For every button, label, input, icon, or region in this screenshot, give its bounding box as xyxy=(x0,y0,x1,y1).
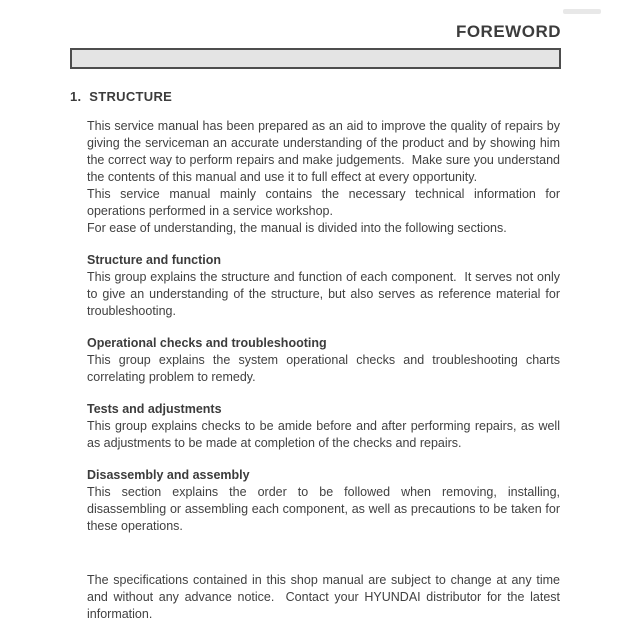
subsection-heading: Disassembly and assembly xyxy=(87,468,250,482)
intro-paragraphs xyxy=(87,118,560,237)
subsection-body: This group explains the system operational checks and troubleshooting charts correlating problem to remedy. xyxy=(87,353,560,384)
subsection-body: This section explains the order to be followed when removing, installing, disassembling or assembling each component, as well as precautions to be taken for these operations. xyxy=(87,485,560,533)
page-header xyxy=(70,0,561,69)
intro-paragraph: This service manual mainly contains the necessary technical information for operations performed in a service workshop. xyxy=(87,187,560,218)
page-content xyxy=(70,89,560,623)
closing-paragraph: The specifications contained in this shop manual are subject to change at any time and without any advance notice. Contact your HYUNDAI distributor for the latest information. xyxy=(87,573,560,621)
scan-artifact xyxy=(563,9,601,14)
subsection-disassembly-and-assembly xyxy=(87,467,560,535)
subsection-body: This group explains checks to be amide before and after performing repairs, as well as adjustments to be made at completion of the checks and repairs. xyxy=(87,419,560,450)
intro-paragraph: For ease of understanding, the manual is divided into the following sections. xyxy=(87,221,507,235)
subsection-tests-and-adjustments xyxy=(87,401,560,452)
subsection-heading: Operational checks and troubleshooting xyxy=(87,336,327,350)
subsection-heading: Structure and function xyxy=(87,253,222,267)
closing-paragraph-block xyxy=(87,572,560,623)
page-title: FOREWORD xyxy=(455,22,561,41)
subsection-heading: Tests and adjustments xyxy=(87,402,222,416)
title-underline-bar xyxy=(70,48,561,69)
section-heading-structure: 1. STRUCTURE xyxy=(70,89,173,104)
intro-paragraph: This service manual has been prepared as an aid to improve the quality of repairs by giving the serviceman an accurate understanding of the product and by showing him the correct way to perform repairs and make judgements. Make sure you understand the contents of this manual and use it to full effect at every opportunity. xyxy=(87,119,560,184)
subsection-body: This group explains the structure and function of each component. It serves not only to give an understanding of the structure, but also serves as reference material for troubleshooting. xyxy=(87,270,560,318)
subsection-operational-checks xyxy=(87,335,560,386)
subsection-structure-and-function xyxy=(87,252,560,320)
